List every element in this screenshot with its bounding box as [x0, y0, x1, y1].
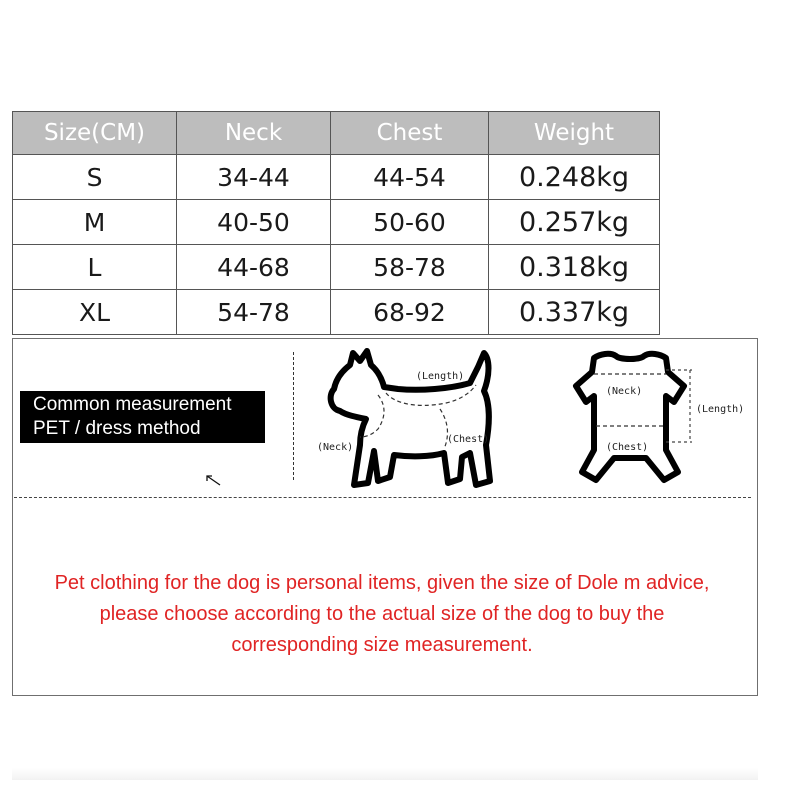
dog-neck-label: (Neck) — [317, 442, 354, 453]
notice-line-1: Pet clothing for the dog is personal items, given the size of Dole m advice, — [54, 572, 710, 594]
size-cell: XL — [13, 290, 177, 335]
arrow-icon — [203, 472, 223, 488]
chest-cell: 68-92 — [331, 290, 489, 335]
size-advice-notice — [18, 568, 746, 661]
method-line-1: Common measurement — [33, 394, 232, 415]
dog-length-label: (Length) — [416, 371, 465, 382]
dog-clothing-icon — [560, 350, 700, 490]
neck-cell: 44-68 — [177, 245, 331, 290]
table-row — [13, 245, 660, 290]
size-table-header — [13, 112, 660, 155]
garment-neck-label: (Neck) — [606, 386, 643, 397]
dog-chest-label: (Chest) — [447, 434, 490, 445]
neck-cell: 34-44 — [177, 155, 331, 200]
neck-cell: 40-50 — [177, 200, 331, 245]
neck-cell: 54-78 — [177, 290, 331, 335]
weight-cell: 0.248kg — [489, 155, 660, 200]
header-size: Size(CM) — [13, 112, 177, 155]
garment-length-label: (Length) — [696, 404, 745, 415]
divider-vertical — [293, 352, 294, 480]
notice-line-2: please choose according to the actual size of the dog to buy the — [99, 603, 665, 625]
table-row — [13, 290, 660, 335]
header-weight: Weight — [489, 112, 660, 155]
table-row — [13, 200, 660, 245]
size-cell: L — [13, 245, 177, 290]
divider-horizontal — [14, 497, 751, 498]
size-table — [12, 111, 660, 335]
table-row — [13, 155, 660, 200]
header-neck: Neck — [177, 112, 331, 155]
size-cell: S — [13, 155, 177, 200]
weight-cell: 0.257kg — [489, 200, 660, 245]
header-chest: Chest — [331, 112, 489, 155]
weight-cell: 0.337kg — [489, 290, 660, 335]
method-label-box — [20, 391, 265, 443]
notice-line-3: corresponding size measurement. — [231, 634, 533, 656]
method-line-2: PET / dress method — [33, 418, 201, 439]
chest-cell: 58-78 — [331, 245, 489, 290]
weight-cell: 0.318kg — [489, 245, 660, 290]
size-cell: M — [13, 200, 177, 245]
garment-chest-label: (Chest) — [606, 442, 649, 453]
bottom-shadow — [12, 768, 758, 780]
dog-silhouette-icon — [320, 345, 500, 495]
chest-cell: 50-60 — [331, 200, 489, 245]
chest-cell: 44-54 — [331, 155, 489, 200]
